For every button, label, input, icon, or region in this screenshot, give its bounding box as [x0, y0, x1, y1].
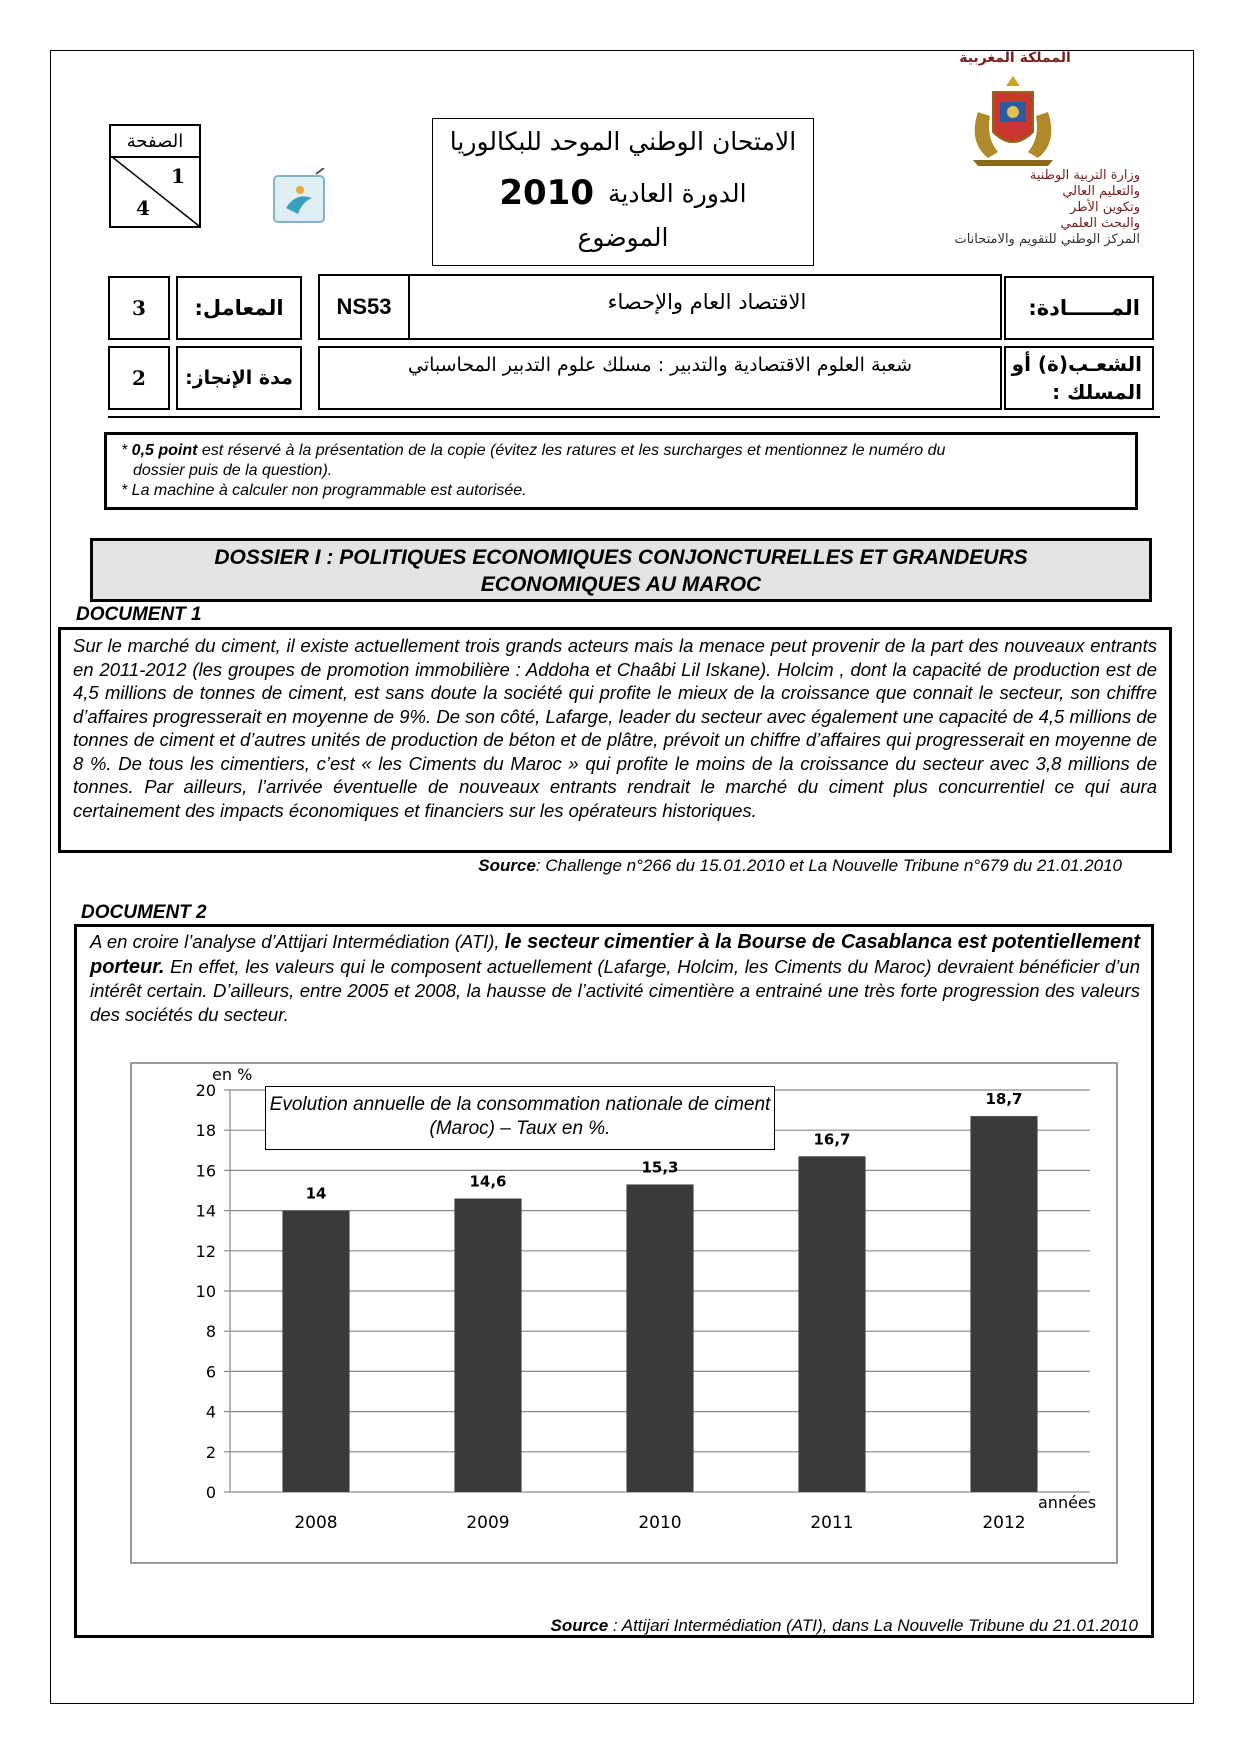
ministry-line-4: والبحث العلمي	[1060, 216, 1140, 231]
exam-title-box	[432, 118, 814, 266]
chart-title: Evolution annuelle de la consommation nationale de ciment (Maroc) – Taux en %.	[269, 1094, 771, 1139]
branch-value: شعبة العلوم الاقتصادية والتدبير : مسلك علوم التدبير المحاسباتي	[407, 354, 912, 376]
notice-line-1: * 0,5 point est réservé à la présentation de la copie (évitez les ratures et les surcharges et mentionnez le numéro du	[121, 442, 946, 459]
y-tick-label: 18	[195, 1121, 216, 1141]
doc2-text-start: A en croire l’analyse d’Attijari Intermédiation (ATI),	[90, 931, 505, 952]
header-rule	[108, 416, 1160, 418]
center-name: المركز الوطني للتقويم والامتحانات	[954, 232, 1140, 247]
notice-line-2: dossier puis de la question).	[133, 462, 333, 479]
page-label: الصفحة	[111, 126, 199, 158]
bar-value-label: 18,7	[985, 1090, 1023, 1109]
bar-2012	[970, 1116, 1037, 1492]
subject-value: الاقتصاد العام والإحصاء	[607, 290, 807, 314]
chart-ylabel: en %	[212, 1065, 253, 1084]
branch-cell	[318, 346, 1002, 410]
exam-year: 2010	[499, 173, 594, 213]
doc1-source-label: Source	[478, 856, 536, 875]
notice-line-3: * La machine à calculer non programmable est autorisée.	[121, 482, 527, 499]
subject-label-cell	[1004, 276, 1154, 340]
doc1-text: Sur le marché du ciment, il existe actuellement trois grands acteurs mais la menace peut provenir de la part des nouveaux entrants en 2011-2012 (les groupes de promotion immobilière : Addoha et Chaâbi Lil Iskane). Holcim , dont la capacité de production est de 4,5 millions de tonnes de ciment, est sans doute la société qui profite le mieux de la croissance que connait le secteur, son chiffre d’affaires progresserait en moyenne de 9%. De son côté, Lafarge, leader du secteur avec également une capacité de 4,5 millions de tonnes de ciment et d’autres unités de production de béton et de plâtre, prévoit un chiffre d’affaires qui progresserait en moyenne de 8 %. De tous les cimentiers, c’est « les Ciments du Maroc » qui profite le moins de la croissance du secteur avec 3,8 millions de tonnes. Par ailleurs, l’arrivée éventuelle de nouveaux entrants rendrait le marché du ciment plus concurrentiel ce qui aura certainement des impacts économiques et financiers sur les opérateurs historiques.	[73, 635, 1157, 821]
x-tick-label: 2012	[982, 1513, 1026, 1533]
duration-label: مدة الإنجاز:	[185, 367, 293, 389]
x-tick-label: 2008	[294, 1513, 338, 1533]
dossier-title-box	[90, 538, 1152, 602]
branch-label-cell	[1004, 346, 1154, 410]
notice-box	[104, 432, 1138, 510]
bar-2008	[282, 1211, 349, 1492]
y-tick-label: 6	[205, 1362, 216, 1382]
x-tick-label: 2009	[466, 1513, 510, 1533]
y-tick-label: 20	[195, 1081, 216, 1100]
doc2-text-bold: le secteur cimentier à la Bourse de Casablanca est potentiellement porteur.	[90, 931, 1141, 978]
page-diagonal	[111, 156, 199, 226]
session-line	[433, 173, 813, 213]
doc2-source-text: : Attijari Intermédiation (ATI), dans La Nouvelle Tribune du 21.01.2010	[608, 1616, 1138, 1635]
exam-logo-icon	[272, 168, 332, 226]
doc2-source	[551, 1616, 1138, 1636]
bar-value-label: 16,7	[813, 1130, 851, 1149]
y-tick-label: 0	[205, 1483, 216, 1502]
y-tick-label: 14	[195, 1201, 216, 1221]
doc1-label: DOCUMENT 1	[76, 604, 202, 625]
y-tick-label: 10	[195, 1282, 216, 1301]
duration-value: 2	[132, 366, 146, 390]
bar-value-label: 14,6	[469, 1172, 507, 1191]
dossier-title-line-1: DOSSIER I : POLITIQUES ECONOMIQUES CONJONCTURELLES ET GRANDEURS	[214, 546, 1028, 569]
coef-label: المعامل:	[194, 296, 284, 320]
exam-title: الامتحان الوطني الموحد للبكالوريا	[449, 127, 797, 156]
ministry-line-3: وتكوين الأطر	[1070, 200, 1140, 215]
coef-value: 3	[132, 296, 146, 320]
ministry-line-2: والتعليم العالي	[1062, 184, 1140, 199]
page-number-box	[109, 124, 201, 228]
bar-2011	[798, 1156, 865, 1492]
bar-2010	[626, 1184, 693, 1492]
y-tick-label: 4	[205, 1402, 216, 1422]
x-tick-label: 2010	[638, 1513, 682, 1533]
y-tick-label: 16	[195, 1161, 216, 1181]
kingdom-name: المملكة المغربية	[959, 50, 1071, 66]
code-cell	[318, 274, 410, 340]
branch-label: الشعـب(ة) أو المسلك :	[1011, 352, 1142, 404]
subject-label: المــــــادة:	[1028, 296, 1140, 320]
dossier-title-line-2: ECONOMIQUES AU MAROC	[480, 573, 762, 596]
doc1-box	[58, 627, 1172, 853]
session-label: الدورة العادية	[608, 178, 747, 208]
chart-title-box	[265, 1086, 775, 1150]
coat-of-arms-icon	[958, 72, 1068, 168]
duration-value-cell	[108, 346, 170, 410]
y-tick-label: 8	[205, 1322, 216, 1342]
subject-code: NS53	[336, 294, 392, 319]
x-tick-label: 2011	[810, 1513, 854, 1533]
page-current: 1	[171, 164, 185, 188]
notice-line-1-text: est réservé à la présentation de la copie (évitez les ratures et les surcharges et mentionnez le numéro du	[197, 442, 946, 459]
doc1-source	[478, 856, 1122, 876]
ministry-line-1: وزارة التربية الوطنية	[1029, 168, 1140, 183]
y-tick-label: 2	[205, 1442, 216, 1462]
doc2-source-label: Source	[550, 1616, 609, 1635]
bar-2009	[454, 1199, 521, 1492]
ministry-block	[890, 168, 1140, 248]
coef-value-cell	[108, 276, 170, 340]
doc2-label: DOCUMENT 2	[81, 902, 207, 923]
page-total: 4	[136, 196, 150, 220]
duration-label-cell	[176, 346, 302, 410]
chart-xlabel: années	[1038, 1493, 1097, 1512]
doc1-source-text: : Challenge n°266 du 15.01.2010 et La Nouvelle Tribune n°679 du 21.01.2010	[535, 856, 1122, 875]
subject-word: الموضوع	[577, 223, 669, 252]
doc2-frame-right-ext	[1151, 924, 1154, 1034]
bar-value-label: 14	[305, 1184, 327, 1203]
coef-label-cell	[176, 276, 302, 340]
y-tick-label: 12	[195, 1241, 216, 1261]
notice-bold: 0,5 point	[131, 442, 198, 459]
bar-value-label: 15,3	[641, 1158, 679, 1177]
subject-cell	[318, 274, 1002, 340]
doc2-text-end: En effet, les valeurs qui le composent actuellement (Lafarge, Holcim, les Ciments du Maroc) devraient bénéficier d’un intérêt certain. D’ailleurs, entre 2005 et 2008, la hausse de l’activité cimentière a entrainé une très forte progression des valeurs des sociétés du secteur.	[90, 955, 1140, 1025]
doc2-text-block	[90, 930, 1140, 1026]
